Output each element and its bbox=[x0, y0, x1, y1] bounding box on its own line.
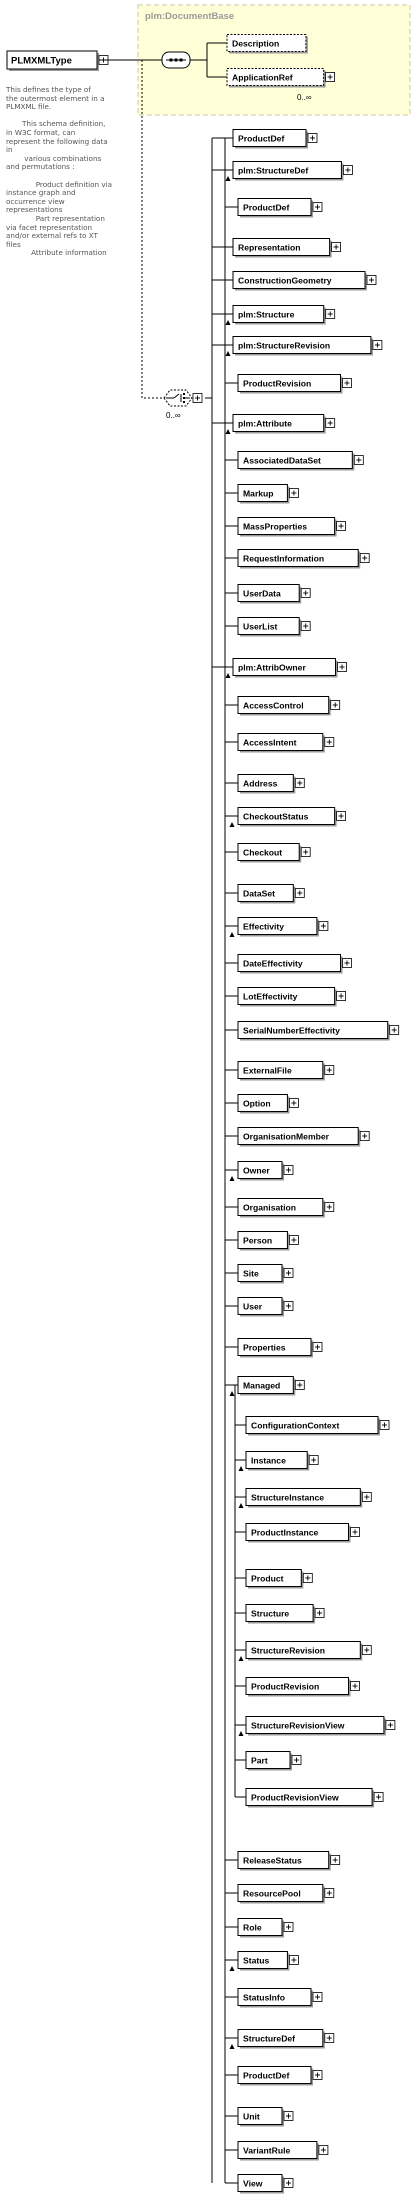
expand-icon[interactable] bbox=[325, 738, 334, 747]
element-label: Unit bbox=[243, 2111, 260, 2122]
element-label: View bbox=[243, 2178, 263, 2189]
expand-icon[interactable] bbox=[284, 1269, 293, 1278]
element-structurerevisionview[interactable] bbox=[246, 1717, 386, 1736]
element-productrevision[interactable] bbox=[238, 375, 343, 394]
element-attribute[interactable] bbox=[233, 415, 326, 434]
expand-icon[interactable] bbox=[351, 1528, 360, 1537]
element-label: Representation bbox=[238, 242, 301, 253]
element-label: UserList bbox=[243, 621, 278, 632]
element-label: Checkout bbox=[243, 847, 283, 858]
element-label: User bbox=[243, 1301, 263, 1312]
expand-icon[interactable] bbox=[326, 73, 335, 82]
expand-icon[interactable] bbox=[301, 589, 310, 598]
expand-icon[interactable] bbox=[284, 1923, 293, 1932]
element-label: AccessIntent bbox=[243, 737, 297, 748]
element-label: Instance bbox=[251, 1455, 286, 1466]
element-serialnumbereffectivity[interactable] bbox=[238, 1022, 390, 1041]
element-structureinstance[interactable] bbox=[246, 1489, 362, 1508]
element-releasestatus[interactable] bbox=[238, 1852, 331, 1871]
element-role[interactable] bbox=[238, 1919, 284, 1938]
element-structurerevision[interactable] bbox=[233, 337, 373, 356]
element-label: StructureInstance bbox=[251, 1492, 325, 1503]
choice-expand-icon[interactable] bbox=[193, 394, 202, 403]
expand-icon[interactable] bbox=[313, 1993, 322, 2002]
element-productinstance[interactable] bbox=[246, 1524, 351, 1543]
element-address[interactable] bbox=[238, 775, 295, 794]
element-label: Organisation bbox=[243, 1202, 297, 1213]
element-externalfile[interactable] bbox=[238, 1062, 325, 1081]
element-label: Product bbox=[251, 1573, 284, 1584]
expand-icon[interactable] bbox=[315, 1609, 324, 1618]
element-label: DateEffectivity bbox=[243, 958, 303, 969]
expand-icon[interactable] bbox=[337, 812, 346, 821]
element-associateddataset[interactable] bbox=[238, 452, 354, 471]
expand-icon[interactable] bbox=[313, 2071, 322, 2080]
expand-icon[interactable] bbox=[319, 2146, 328, 2155]
element-label: ProductInstance bbox=[251, 1527, 319, 1538]
element-label: VariantRule bbox=[243, 2145, 291, 2156]
element-label: ProductDef bbox=[238, 133, 285, 144]
element-structuredef[interactable] bbox=[233, 162, 343, 181]
element-label: Managed bbox=[243, 1380, 281, 1391]
inheritance-marker bbox=[230, 822, 235, 827]
expand-icon[interactable] bbox=[362, 1493, 371, 1502]
element-option[interactable] bbox=[238, 1095, 289, 1114]
element-label: Description bbox=[232, 38, 280, 49]
element-label: Option bbox=[243, 1098, 271, 1109]
expand-icon[interactable] bbox=[295, 889, 304, 898]
expand-icon[interactable] bbox=[309, 1456, 318, 1465]
element-label: plm:Attribute bbox=[238, 418, 292, 429]
expand-icon[interactable] bbox=[331, 701, 340, 710]
element-label: Role bbox=[243, 1922, 262, 1933]
element-label: Markup bbox=[243, 488, 274, 499]
element-status[interactable] bbox=[238, 1952, 289, 1971]
element-view[interactable] bbox=[238, 2175, 284, 2194]
inheritance-marker bbox=[226, 351, 231, 356]
inheritance-marker bbox=[239, 1503, 244, 1508]
inheritance-marker bbox=[239, 1656, 244, 1661]
inheritance-marker bbox=[226, 673, 231, 678]
element-label: plm:StructureDef bbox=[238, 165, 309, 176]
expand-icon[interactable] bbox=[343, 166, 352, 175]
element-label: Owner bbox=[243, 1165, 270, 1176]
inheritance-marker bbox=[230, 1391, 235, 1396]
element-label: Status bbox=[243, 1955, 270, 1966]
expand-icon[interactable] bbox=[354, 456, 363, 465]
element-label: ProductRevisionView bbox=[251, 1792, 339, 1803]
element-label: ApplicationRef bbox=[232, 72, 293, 83]
element-label: LotEffectivity bbox=[243, 991, 298, 1002]
element-productdef[interactable] bbox=[238, 199, 313, 218]
element-dataset[interactable] bbox=[238, 885, 295, 904]
expand-icon[interactable] bbox=[313, 203, 322, 212]
element-user[interactable] bbox=[238, 1298, 284, 1317]
documentation-text: This defines the type of the outermost element in a PLMXML file. This schema definition, in W3C format, can represent the following data in various combinations and permutations : Product definition via instance graph and occurrence view representations Part representation via facet representation and/or external refs to XT files Attribute information bbox=[6, 85, 113, 258]
element-label: StructureRevisionView bbox=[251, 1720, 345, 1731]
element-label: CheckoutStatus bbox=[243, 811, 309, 822]
element-resourcepool[interactable] bbox=[238, 1885, 325, 1904]
element-owner[interactable] bbox=[238, 1162, 284, 1181]
element-label: plm:StructureRevision bbox=[238, 340, 331, 351]
expand-icon[interactable] bbox=[284, 1302, 293, 1311]
inheritance-marker bbox=[230, 1176, 235, 1181]
element-label: ExternalFile bbox=[243, 1065, 292, 1076]
inheritance-marker bbox=[226, 176, 231, 181]
expand-icon[interactable] bbox=[343, 379, 352, 388]
element-label: ProductRevision bbox=[251, 1681, 320, 1692]
expand-icon[interactable] bbox=[303, 1574, 312, 1583]
element-label: MassProperties bbox=[243, 521, 308, 532]
element-label: AssociatedDataSet bbox=[243, 455, 321, 466]
element-label: Address bbox=[243, 778, 278, 789]
element-markup[interactable] bbox=[238, 485, 289, 504]
expand-icon[interactable] bbox=[313, 1343, 322, 1352]
element-applicationref[interactable] bbox=[227, 69, 326, 88]
expand-icon[interactable] bbox=[367, 276, 376, 285]
sequence-symbol bbox=[162, 52, 190, 68]
element-label: AccessControl bbox=[243, 700, 304, 711]
element-label: RequestInformation bbox=[243, 553, 325, 564]
element-organisation[interactable] bbox=[238, 1199, 325, 1218]
expand-icon[interactable] bbox=[390, 1026, 399, 1035]
element-label: ProductDef bbox=[243, 2070, 290, 2081]
expand-icon[interactable] bbox=[338, 663, 347, 672]
expand-icon[interactable] bbox=[295, 779, 304, 788]
element-productdef[interactable] bbox=[233, 130, 308, 149]
expand-icon[interactable] bbox=[284, 2112, 293, 2121]
element-label: StructureDef bbox=[243, 2033, 296, 2044]
element-structure[interactable] bbox=[246, 1605, 315, 1624]
element-managed[interactable] bbox=[238, 1377, 295, 1396]
element-unit[interactable] bbox=[238, 2108, 284, 2127]
element-attribowner[interactable] bbox=[233, 659, 338, 678]
element-label: ConfigurationContext bbox=[251, 1420, 340, 1431]
inheritance-marker bbox=[230, 2044, 235, 2049]
element-userdata[interactable] bbox=[238, 585, 301, 604]
element-statusinfo[interactable] bbox=[238, 1989, 313, 2008]
element-productrevision[interactable] bbox=[246, 1678, 351, 1697]
element-label: ConstructionGeometry bbox=[238, 275, 332, 286]
expand-icon[interactable] bbox=[325, 2034, 334, 2043]
element-structurerevision[interactable] bbox=[246, 1642, 362, 1661]
expand-icon[interactable] bbox=[337, 522, 346, 531]
element-loteffectivity[interactable] bbox=[238, 988, 337, 1007]
element-part[interactable] bbox=[246, 1752, 292, 1771]
element-representation[interactable] bbox=[233, 239, 332, 258]
element-requestinformation[interactable] bbox=[238, 550, 360, 569]
element-label: plm:Structure bbox=[238, 309, 295, 320]
expand-icon[interactable] bbox=[284, 1166, 293, 1175]
inheritance-marker bbox=[226, 320, 231, 325]
expand-icon[interactable] bbox=[301, 848, 310, 857]
element-productrevisionview[interactable] bbox=[246, 1789, 374, 1808]
inheritance-marker bbox=[239, 1731, 244, 1736]
expand-icon[interactable] bbox=[351, 1682, 360, 1691]
expand-icon[interactable] bbox=[386, 1721, 395, 1730]
expand-icon[interactable] bbox=[360, 554, 369, 563]
choice-symbol bbox=[164, 390, 192, 406]
expand-icon[interactable] bbox=[325, 1066, 334, 1075]
expand-icon[interactable] bbox=[380, 1421, 389, 1430]
choice-occurs-label: 0..∞ bbox=[166, 411, 181, 420]
element-checkoutstatus[interactable] bbox=[238, 808, 337, 827]
element-label: Site bbox=[243, 1268, 259, 1279]
expand-icon[interactable] bbox=[374, 1793, 383, 1802]
expand-icon[interactable] bbox=[289, 1236, 298, 1245]
element-productdef[interactable] bbox=[238, 2067, 313, 2086]
element-configurationcontext[interactable] bbox=[246, 1417, 380, 1436]
element-label: StructureRevision bbox=[251, 1645, 326, 1656]
element-label: plm:AttribOwner bbox=[238, 662, 306, 673]
expand-icon[interactable] bbox=[326, 310, 335, 319]
element-label: UserData bbox=[243, 588, 281, 599]
occurs-label: 0..∞ bbox=[297, 93, 312, 102]
element-accesscontrol[interactable] bbox=[238, 697, 331, 716]
element-organisationmember[interactable] bbox=[238, 1128, 360, 1147]
element-label: Effectivity bbox=[243, 921, 285, 932]
element-site[interactable] bbox=[238, 1265, 284, 1284]
expand-icon[interactable] bbox=[301, 622, 310, 631]
element-label: ResourcePool bbox=[243, 1888, 301, 1899]
expand-icon[interactable] bbox=[373, 341, 382, 350]
expand-icon[interactable] bbox=[362, 1646, 371, 1655]
element-constructiongeometry[interactable] bbox=[233, 272, 367, 291]
expand-icon[interactable] bbox=[319, 922, 328, 931]
expand-icon[interactable] bbox=[332, 243, 341, 252]
inheritance-marker bbox=[239, 1466, 244, 1471]
element-variantrule[interactable] bbox=[238, 2142, 319, 2161]
element-label: DataSet bbox=[243, 888, 275, 899]
element-label: Structure bbox=[251, 1608, 290, 1619]
element-label: SerialNumberEffectivity bbox=[243, 1025, 340, 1036]
element-label: ProductRevision bbox=[243, 378, 312, 389]
element-instance[interactable] bbox=[246, 1452, 309, 1471]
expand-icon[interactable] bbox=[289, 1956, 298, 1965]
element-effectivity[interactable] bbox=[238, 918, 319, 937]
root-element[interactable] bbox=[7, 51, 99, 71]
element-description[interactable] bbox=[227, 35, 308, 54]
element-dateeffectivity[interactable] bbox=[238, 955, 343, 974]
element-product[interactable] bbox=[246, 1570, 303, 1589]
expand-icon[interactable] bbox=[308, 134, 317, 143]
expand-icon[interactable] bbox=[289, 489, 298, 498]
element-label: Properties bbox=[243, 1342, 286, 1353]
element-structuredef[interactable] bbox=[238, 2030, 325, 2049]
element-label: StatusInfo bbox=[243, 1992, 286, 2003]
expand-icon[interactable] bbox=[360, 1132, 369, 1141]
expand-icon[interactable] bbox=[331, 1856, 340, 1865]
element-label: ReleaseStatus bbox=[243, 1855, 302, 1866]
inheritance-marker bbox=[230, 932, 235, 937]
expand-icon[interactable] bbox=[325, 1203, 334, 1212]
expand-icon[interactable] bbox=[326, 419, 335, 428]
element-userlist[interactable] bbox=[238, 618, 301, 637]
expand-icon[interactable] bbox=[284, 2179, 293, 2188]
expand-icon[interactable] bbox=[337, 992, 346, 1001]
element-checkout[interactable] bbox=[238, 844, 301, 863]
inheritance-marker bbox=[226, 429, 231, 434]
element-label: ProductDef bbox=[243, 202, 290, 213]
element-person[interactable] bbox=[238, 1232, 289, 1251]
element-properties[interactable] bbox=[238, 1339, 313, 1358]
element-structure[interactable] bbox=[233, 306, 326, 325]
element-accessintent[interactable] bbox=[238, 734, 325, 753]
element-massproperties[interactable] bbox=[238, 518, 337, 537]
element-label: OrganisationMember bbox=[243, 1131, 329, 1142]
element-label: Person bbox=[243, 1235, 273, 1246]
group-title: plm:DocumentBase bbox=[145, 11, 235, 22]
inheritance-marker bbox=[230, 1966, 235, 1971]
expand-icon[interactable] bbox=[289, 1099, 298, 1108]
expand-icon[interactable] bbox=[325, 1889, 334, 1898]
expand-icon[interactable] bbox=[343, 959, 352, 968]
root-label: PLMXMLType bbox=[11, 55, 72, 67]
expand-icon[interactable] bbox=[292, 1756, 301, 1765]
element-label: Part bbox=[251, 1755, 268, 1766]
expand-icon[interactable] bbox=[295, 1381, 304, 1390]
